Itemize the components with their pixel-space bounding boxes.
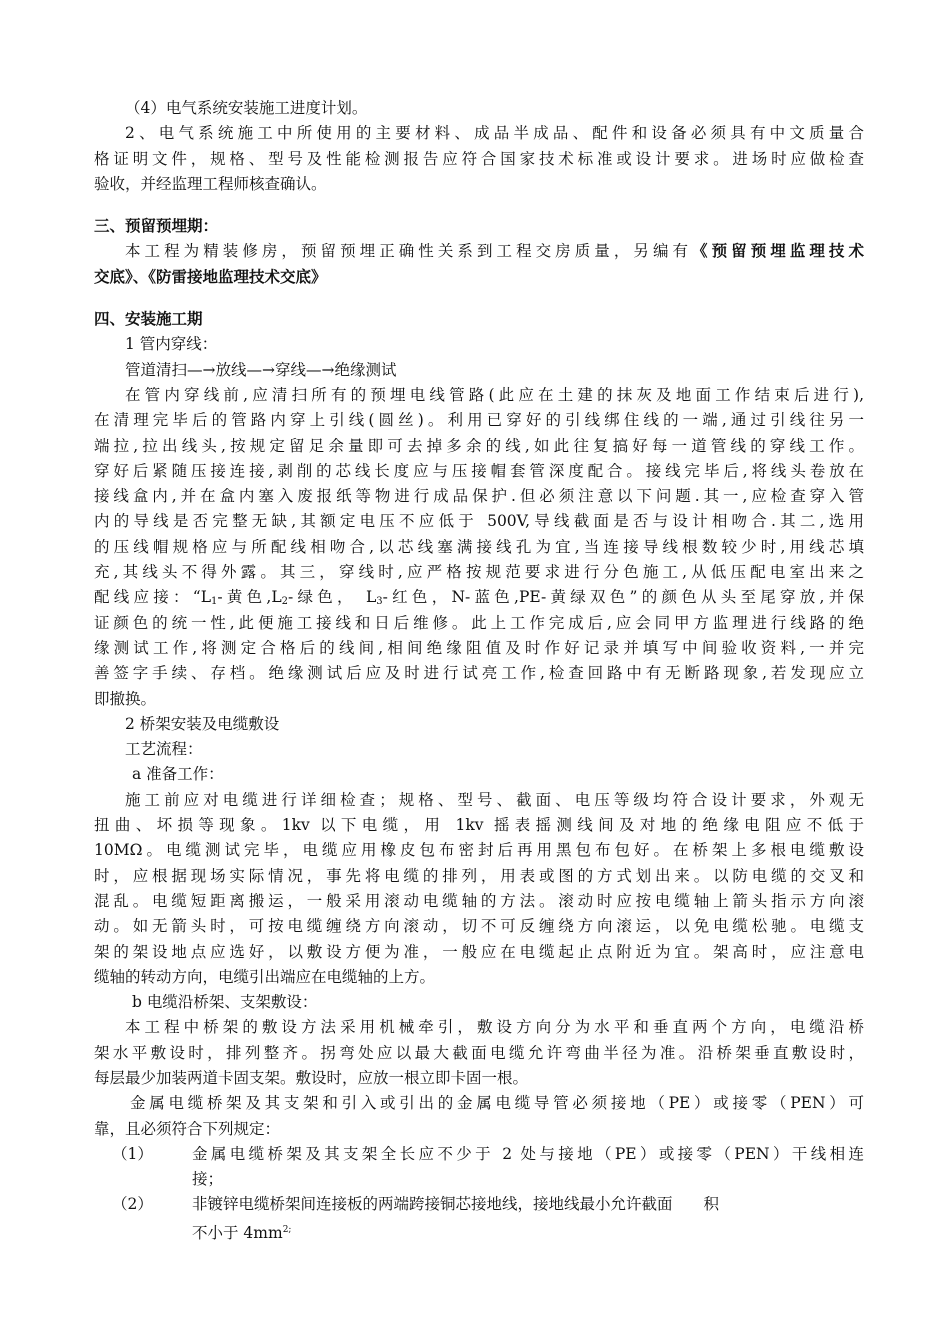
embed-doc-ref: 《预留预埋监理技术 — [692, 242, 864, 261]
prep-heading: a 准备工作： — [132, 765, 224, 784]
prep-paragraph-line: 混乱。电缆短距离搬运，一般采用滚动电缆轴的方法。滚动时应按电缆轴上箭头指示方向滚 — [94, 891, 864, 910]
prep-paragraph-line: 架的架设地点应选好，以敷设方便为准，一般应在电缆起止点附近为宜。架高时，应注意电 — [94, 942, 864, 961]
prep-paragraph-line: 时，应根据现场实际情况，事先将电缆的排列，用表或图的方式划出来。以防电缆的交叉和 — [94, 866, 864, 885]
wiring-paragraph-line: 穿好后紧随压接连接,剥削的芯线长度应与压接帽套管深度配合。接线完毕后,将线头卷放在 — [94, 461, 864, 480]
wiring-flow: 管道清扫—→放线—→穿线—→绝缘测试 — [125, 360, 397, 379]
tray-paragraph-line: 架水平敷设时，排列整齐。拐弯处应以最大截面电缆允许弯曲半径为准。沿桥架垂直敷设时， — [94, 1043, 864, 1062]
subsection-wiring: 1 管内穿线： — [125, 335, 218, 354]
tray-paragraph-line: 每层最少加装两道卡固支架。敷设时，应放一根立即卡固一根。 — [94, 1068, 529, 1087]
prep-paragraph-line: 10MΩ。电缆测试完毕，电缆应用橡皮包布密封后再用黑包布包好。在桥架上多根电缆敷设 — [94, 841, 864, 860]
wiring-paragraph-line: 在清理完毕后的管路内穿上引线(圆丝)。利用已穿好的引线绑住线的一端,通过引线往另一 — [94, 411, 864, 430]
wiring-paragraph-line: 在管内穿线前,应清扫所有的预埋电线管路(此应在土建的抹灰及地面工作结束后进行), — [125, 385, 864, 404]
wiring-paragraph-line: 缘测试工作,将测定合格后的线间,相间绝缘阻值及时作好记录并填写中间验收资料,一并完 — [94, 638, 864, 657]
document-page — [94, 96, 864, 1243]
list-item — [94, 1192, 864, 1243]
list-item-text: 接； — [192, 1170, 224, 1189]
progress-plan-line: （4）电气系统安装施工进度计划。 — [125, 99, 368, 117]
color-code-line: 配线应接：“$L_1-$黄色$,L_2-$绿色， $L_3-$红色，N-蓝色,PE-黄绿双色”的颜色从头至尾穿放,并保 — [94, 588, 865, 608]
wiring-paragraph-line: 接线盒内,并在盒内塞入废报纸等物进行成品保护.但必须注意以下问题.其一,应检查穿入管 — [94, 487, 864, 506]
list-item — [94, 1142, 864, 1193]
list-item-number: （2） — [112, 1195, 153, 1214]
list-item-text: 金属电缆桥架及其支架全长应不少于 2 处与接地（PE）或接零（PEN）干线相连 — [192, 1144, 864, 1163]
tray-paragraph-line: 本工程中桥架的敷设方法采用机械牵引，敷设方向分为水平和垂直两个方向，电缆沿桥 — [125, 1018, 864, 1037]
prep-paragraph-line: 施工前应对电缆进行详细检查；规格、型号、截面、电压等级均符合设计要求，外观无 — [125, 790, 864, 809]
subsection-tray: 2 桥架安装及电缆敷设 — [125, 714, 280, 733]
list-item-number: （1） — [112, 1144, 153, 1163]
material-paragraph-line: 2、电气系统施工中所使用的主要材料、成品半成品、配件和设备必须具有中文质量合 — [125, 124, 864, 143]
embed-paragraph-line — [94, 239, 864, 264]
list-item-text: 不小于 $4mm^{2;}$ — [192, 1223, 292, 1242]
section-heading-4: 四、安装施工期 — [94, 310, 203, 329]
list-item-text: 非镀锌电缆桥架间连接板的两端跨接铜芯接地线，接地线最小允许截面 积 — [192, 1195, 720, 1214]
embed-doc-ref-line: 交底》、《防雷接地监理技术交底》 — [94, 267, 327, 286]
grounding-paragraph-line: 金属电缆桥架及其支架和引入或引出的金属电缆导管必须接地（PE）或接零（PEN）可 — [130, 1094, 864, 1113]
section-heading-3: 三、预留预埋期： — [94, 217, 219, 236]
wiring-paragraph-line: 即撤换。 — [94, 689, 157, 708]
wiring-paragraph-line: 证颜色的统一性,此便施工接线和日后维修。此上工作完成后,应会同甲方监理进行线路的绝 — [94, 613, 864, 632]
prep-paragraph-line: 扭曲、坏损等现象。1kv 以下电缆，用 1kv 摇表摇测线间及对地的绝缘电阻应不低于 — [94, 816, 864, 835]
prep-paragraph-line: 缆轴的转动方向，电缆引出端应在电缆轴的上方。 — [94, 967, 436, 986]
material-paragraph-line: 格证明文件，规格、型号及性能检测报告应符合国家技术标准或设计要求。进场时应做检查 — [94, 149, 864, 168]
wiring-paragraph-line: 端拉,拉出线头,按规定留足余量即可去掉多余的线,如此往复搞好每一道管线的穿线工作。 — [94, 436, 864, 455]
prep-paragraph-line: 动。如无箭头时，可按电缆缠绕方向滚动，切不可反缠绕方向滚运，以免电缆松驰。电缆支 — [94, 917, 864, 936]
tray-laying-heading: b 电缆沿桥架、支架敷设： — [132, 993, 318, 1012]
process-flow-label: 工艺流程： — [125, 740, 203, 759]
wiring-paragraph-line: 善签字手续、存档。绝缘测试后应及时进行试亮工作,检查回路中有无断路现象,若发现应立 — [94, 664, 864, 683]
grounding-paragraph-line: 靠，且必须符合下列规定： — [94, 1119, 281, 1138]
material-paragraph-line: 验收，并经监理工程师核查确认。 — [94, 174, 327, 193]
embed-text: 本工程为精装修房，预留预埋正确性关系到工程交房质量，另编有 — [125, 242, 693, 261]
wiring-paragraph-line: 的压线帽规格应与所配线相吻合,以芯线塞满接线孔为宜,当连接导线根数较少时,用线芯填 — [94, 537, 864, 556]
wiring-paragraph-line: 内的导线是否完整无缺,其额定电压不应低于 500V,导线截面是否与设计相吻合.其二,选用 — [94, 512, 864, 531]
wiring-paragraph-line: 充,其线头不得外露。其三，穿线时,应严格按规范要求进行分色施工,从低压配电室出来之 — [94, 563, 864, 582]
